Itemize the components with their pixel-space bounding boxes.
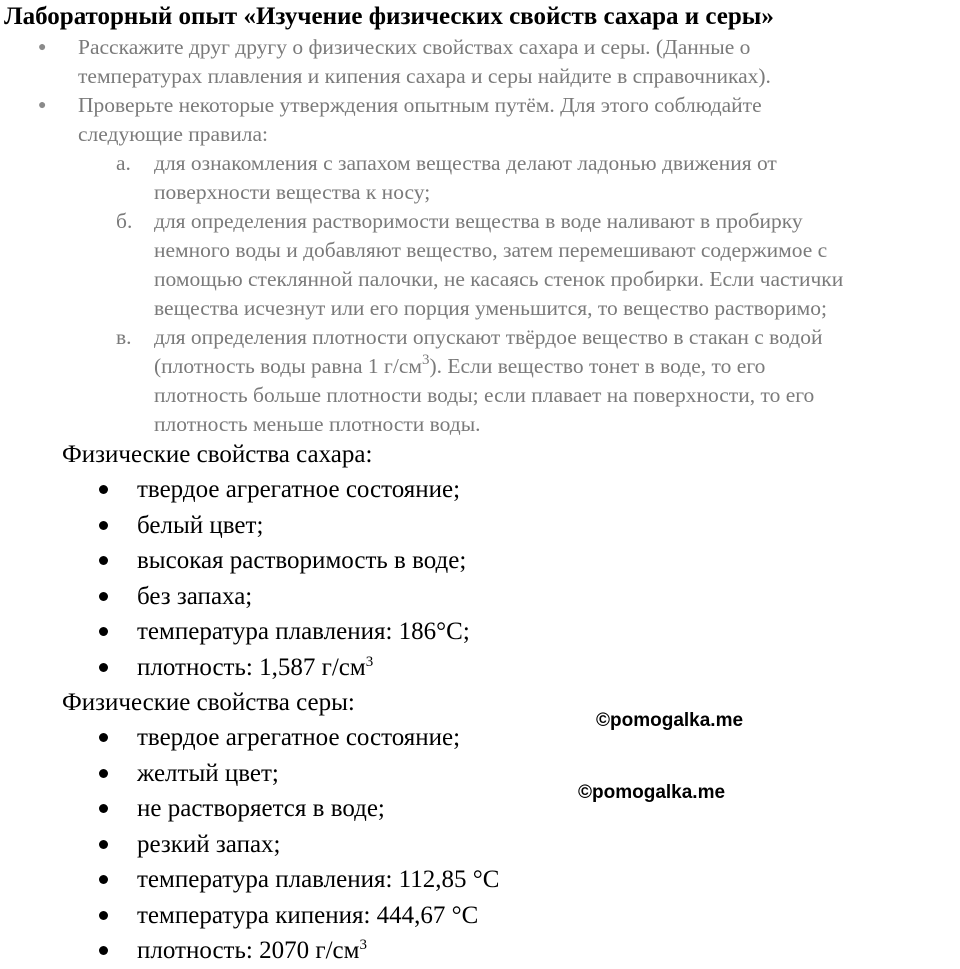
list-item-text: температура плавления: 112,85 °С [137, 866, 500, 893]
list-item [0, 614, 900, 650]
task-bullet-line: температурах плавления и кипения сахара и серы найдите в справочниках). [78, 64, 771, 88]
list-item [0, 543, 900, 579]
rule-item [0, 323, 950, 439]
list-item [0, 756, 900, 792]
rule-marker: а. [116, 151, 131, 175]
bullet-icon [99, 769, 108, 778]
document-title: Лабораторный опыт «Изучение физических свойств сахара и серы» [4, 3, 774, 30]
list-item-text: твердое агрегатное состояние; [137, 476, 461, 503]
task-bullet-line: Расскажите друг другу о физических свойствах сахара и серы. (Данные о [78, 35, 751, 59]
sulfur-properties [0, 685, 900, 969]
list-item-text: резкий запах; [137, 830, 281, 858]
list-item [0, 650, 900, 686]
rule-item [0, 149, 950, 207]
rule-line: для определения плотности опускают твёрдое вещество в стакан с водой [154, 325, 823, 349]
rule-marker: в. [116, 325, 132, 349]
list-item [0, 827, 900, 863]
list-item [0, 472, 900, 508]
watermark: ©pomogalka.me [596, 710, 744, 731]
task-bullet [0, 33, 950, 91]
bullet-icon [99, 804, 108, 813]
list-item [0, 898, 900, 934]
bullet-icon [99, 733, 108, 742]
task-instructions [0, 33, 950, 439]
task-bullet [0, 91, 950, 149]
list-item [0, 508, 900, 544]
bullet-icon [99, 521, 108, 530]
superscript: 3 [365, 653, 374, 670]
bullet-icon [99, 592, 108, 601]
sugar-properties [0, 437, 900, 685]
list-item-text: не растворяется в воде; [137, 795, 385, 822]
task-bullet-line: следующие правила: [78, 122, 268, 146]
bullet-icon [99, 485, 108, 494]
list-item-text: белый цвет; [137, 511, 264, 539]
rule-line: плотность меньше плотности воды. [154, 412, 481, 436]
watermark: ©pomogalka.me [578, 782, 726, 803]
list-item-text: температура кипения: 444,67 °С [137, 901, 479, 929]
rule-line [154, 352, 950, 381]
list-item-text: плотность: 2070 г/см [137, 937, 360, 964]
list-item [0, 720, 900, 756]
task-bullet-line: Проверьте некоторые утверждения опытным путём. Для этого соблюдайте [78, 93, 762, 117]
rule-line: поверхности вещества к носу; [154, 180, 431, 204]
bullet-icon [99, 946, 108, 955]
bullet-icon [99, 627, 108, 636]
rule-text: ). Если вещество тонет в воде, то его [429, 354, 766, 378]
rule-line: плотность больше плотности воды; если плавает на поверхности, то его [154, 383, 815, 407]
rules-list [0, 149, 950, 439]
rule-line: помощью стеклянной палочки, не касаясь стенок пробирки. Если частички [154, 267, 844, 291]
rule-item [0, 207, 950, 323]
rule-line: для определения растворимости вещества в воде наливают в пробирку [154, 209, 803, 233]
list-item [0, 862, 900, 898]
list-item [0, 933, 900, 969]
rule-text: (плотность воды равна 1 г/см [154, 354, 422, 378]
bullet-icon [99, 663, 108, 672]
list-item-text: температура плавления: 186°С; [137, 618, 470, 645]
superscript: 3 [359, 937, 367, 953]
rule-line: для ознакомления с запахом вещества делают ладонью движения от [154, 151, 777, 175]
list-item-text: желтый цвет; [137, 759, 279, 787]
list-item [0, 791, 900, 827]
sugar-heading: Физические свойства сахара: [62, 441, 373, 468]
list-item-text: твердое агрегатное состояние; [137, 724, 461, 751]
rule-marker: б. [116, 209, 133, 233]
rule-line: вещества исчезнут или его порция уменьшится, то вещество растворимо; [154, 296, 827, 320]
list-item-text: высокая растворимость в воде; [137, 547, 467, 574]
bullet-icon: ● [38, 40, 47, 55]
list-item-text: без запаха; [137, 582, 253, 610]
bullet-icon [99, 911, 108, 920]
bullet-icon [99, 840, 108, 849]
rule-line: немного воды и добавляют вещество, затем перемешивают содержимое с [154, 238, 828, 262]
list-item-text: плотность: 1,587 г/см [137, 653, 366, 681]
bullet-icon [99, 556, 108, 565]
sulfur-heading: Физические свойства серы: [62, 689, 355, 716]
bullet-icon [99, 875, 108, 884]
bullet-icon: ● [38, 98, 47, 113]
list-item [0, 579, 900, 615]
superscript: 3 [422, 352, 430, 368]
